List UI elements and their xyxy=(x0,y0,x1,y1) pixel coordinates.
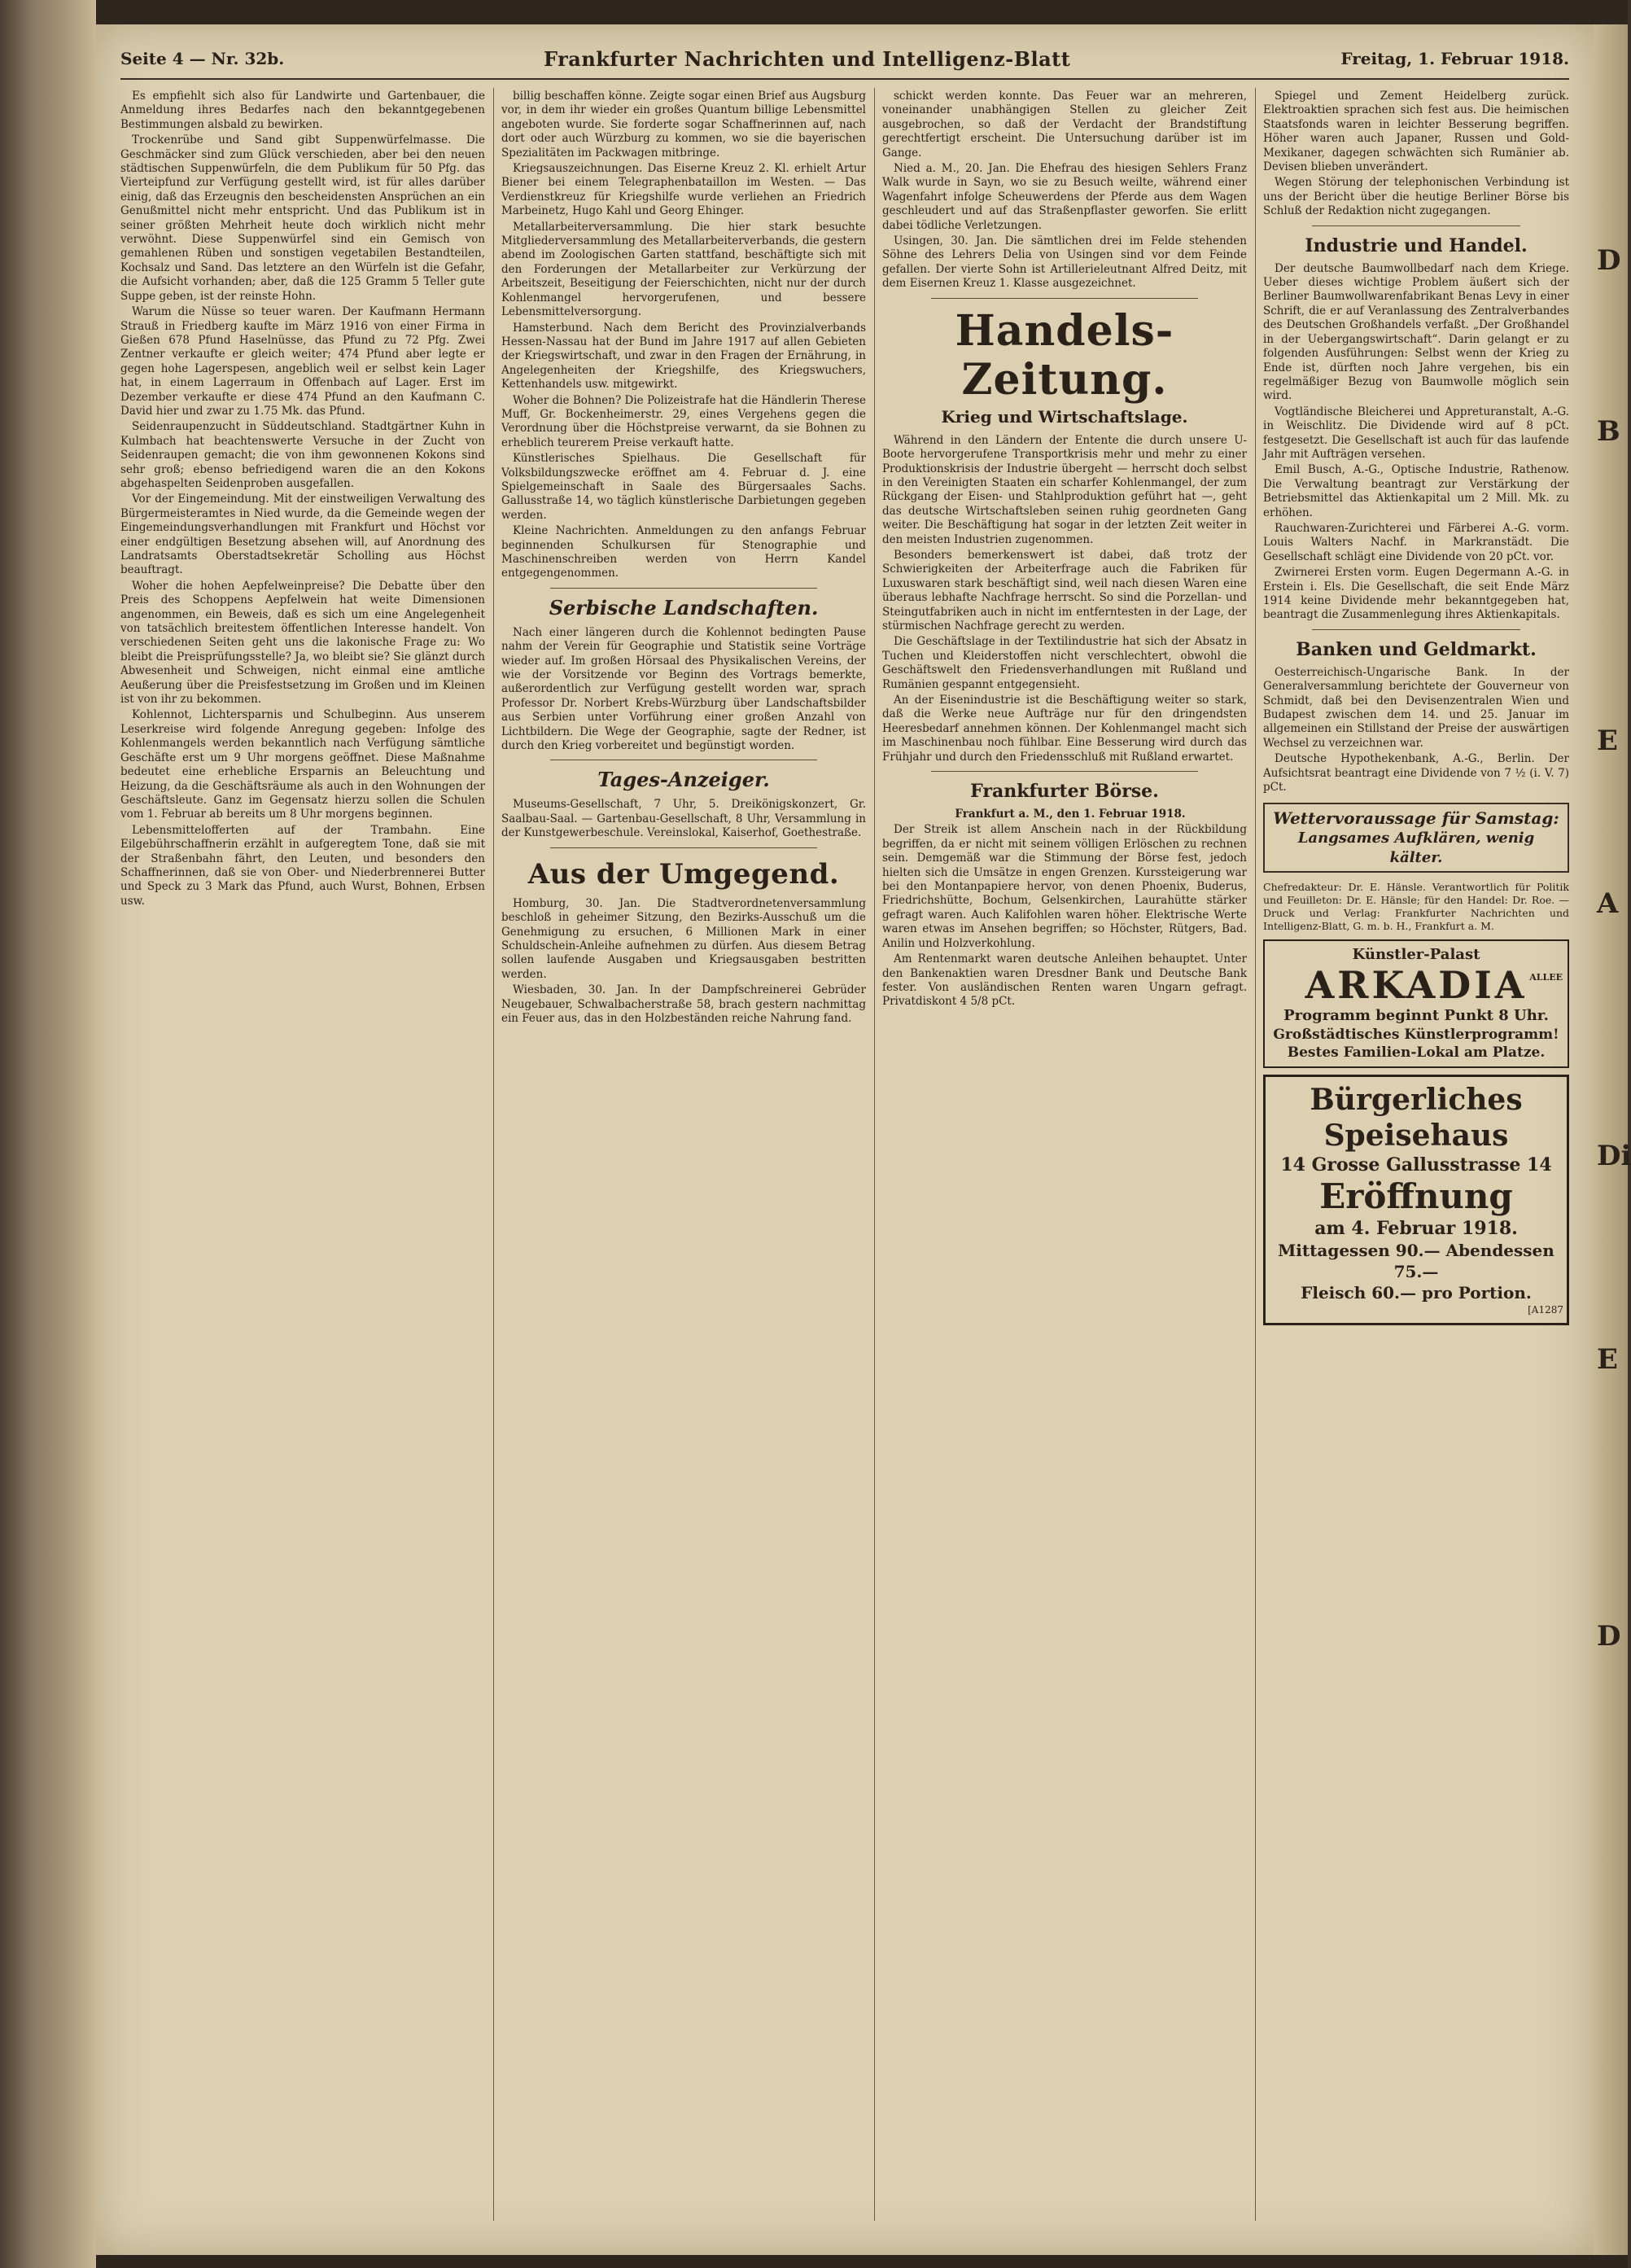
column-local-news xyxy=(120,90,485,2222)
column-markets-ads xyxy=(1263,90,1569,2222)
margin-fragment: E xyxy=(1597,725,1618,757)
article-paragraph: Nied a. M., 20. Jan. Die Ehefrau des hiesigen Sehlers Franz Walk wurde in Sayn, wo sie zu Besuch weilte, während einer Wagenfahrt infolge Scheuwerdens der Pferde aus dem Wagen geschleudert und auf das Straßenpflaster geworfen. Sie erlitt dabei tödliche Verletzungen. xyxy=(882,162,1247,232)
ad-speisehaus-opening: Eröffnung xyxy=(1319,1176,1513,1217)
column-rule xyxy=(1255,88,1256,2221)
section-title-umgegend: Aus der Umgegend. xyxy=(527,857,840,891)
handels-subtitle: Krieg und Wirtschaftslage. xyxy=(941,406,1188,427)
article-paragraph: Am Rentenmarkt waren deutsche Anleihen behauptet. Unter den Bankenaktien waren Dresdner Bank und Deutsche Bank fester. Von ausländischen Renten waren Ungarn gefragt. Privatdiskont 4 5/8 pCt. xyxy=(882,952,1247,1009)
margin-fragment: E xyxy=(1597,1343,1618,1376)
weather-text: Langsames Aufklären, wenig kälter. xyxy=(1297,830,1535,867)
imprint: Chefredakteur: Dr. E. Hänsle. Verantwortlich für Politik und Feuilleton: Dr. E. Hänsle; für den Handel: Dr. Roe. — Druck und Verlag: Frankfurter Nachrichten und Intelligenz-Blatt, G. m. b. H., Frankfurt a. M. xyxy=(1263,881,1569,933)
margin-fragment: B xyxy=(1597,415,1620,448)
ad-arkadia-slogan: Bestes Familien-Lokal am Platze. xyxy=(1287,1044,1546,1062)
article-paragraph: Oesterreichisch-Ungarische Bank. In der Generalversammlung berichtete der Gouverneur von Schmidt, daß bei den Devisenzentralen Wien und Budapest zwischen dem 14. und 25. Januar im allgemeinen ein Stillstand der Preise der auswärtigen Wechsel zu verzeichnen war. xyxy=(1263,665,1569,750)
article-paragraph: Kleine Nachrichten. Anmeldungen zu den anfangs Februar beginnenden Schulkursen für Stenographie und Maschinenschreiben werden von Herrn Kandel entgegengenommen. xyxy=(501,524,866,580)
article-paragraph: Trockenrübe und Sand gibt Suppenwürfelmasse. Die Geschmäcker sind zum Glück verschieden, aber bei den neuen städtischen Suppenwürfeln, die dem Publikum für 50 Pfg. das Vierteipfund zur Verfügung gestellt wird, ist für alles darüber einig, daß das Erzeugnis den bescheidensten Ansprüchen an ein Genußmittel nicht mehr entspricht. Und das Publikum ist in seiner größten Mehrheit heute doch wirklich nicht mehr verwöhnt. Diese Suppenwürfel sind ein Gemisch von gemahlenen Rüben und sonstigen vegetabilen Bestandteilen, Kochsalz und Sand. Das letztere an den Würfeln ist die Gefahr, die Aufsicht vorhanden; aber, daß die 125 Gramm 5 Teller gute Suppe geben, ist der reinste Hohn. xyxy=(120,134,485,303)
ad-speisehaus-name: Bürgerliches Speisehaus xyxy=(1310,1083,1523,1154)
page-header xyxy=(120,42,1569,80)
column-trade-news xyxy=(882,90,1247,2222)
margin-fragment: A xyxy=(1597,887,1619,920)
issue-date: Freitag, 1. Februar 1918. xyxy=(1340,49,1569,68)
weather-forecast-box xyxy=(1263,803,1569,873)
ad-arkadia xyxy=(1263,939,1569,1068)
article-paragraph: Emil Busch, A.-G., Optische Industrie, Rathenow. Die Verwaltung beantragt zur Verstärkung der Betriebsmittel das Aktienkapital um 2 Mill. Mk. zu erhöhen. xyxy=(1263,463,1569,519)
weather-title: Wettervoraussage für Samstag: xyxy=(1273,808,1559,829)
column-rule xyxy=(493,88,494,2221)
article-paragraph: Lebensmittelofferten auf der Trambahn. Eine Eilgebührschaffnerin erzählt in aufgeregtem Tone, daß sie mit der Straßenbahn fährt, den Leuten, und besonders den Schaffnerinnen, daß sie von Ober- und Niederbrennerei Butter und Speck zu 3 Mark das Pfund, auch Wurst, Bohnen, Erbsen usw. xyxy=(120,823,485,908)
section-title-tages-anzeiger: Tages-Anzeiger. xyxy=(597,768,770,792)
margin-fragment: D xyxy=(1597,1620,1621,1653)
article-paragraph: Vogtländische Bleicherei und Appreturanstalt, A.-G. in Weischlitz. Die Dividende wird auf 8 pCt. festgesetzt. Die Gesellschaft ist auch für das laufende Jahr mit Aufträgen versehen. xyxy=(1263,405,1569,461)
section-divider xyxy=(550,847,817,848)
section-divider xyxy=(931,298,1198,299)
article-paragraph: Kriegsauszeichnungen. Das Eiserne Kreuz 2. Kl. erhielt Artur Biener bei einem Telegraphenbataillon im Westen. — Das Verdienstkreuz für Kriegshilfe wurde verliehen an Friedrich Marbeinetz, Hugo Kahl und Georg Ehinger. xyxy=(501,162,866,218)
ad-arkadia-tagline: Großstädtisches Künstlerprogramm! xyxy=(1273,1027,1559,1044)
article-paragraph: Warum die Nüsse so teuer waren. Der Kaufmann Hermann Strauß in Friedberg kaufte im März 1916 von einer Firma in Gießen 678 Pfund Haselnüsse, das Pfund zu 72 Pfg. Zwei Zentner verkaufte er gleich weiter; 474 Pfund aber legte er gegen hohe Lagerspesen, angeblich weil er selbst kein Lager hat, in einem Lagerraum in Offenbach auf Lager. Erst im Dezember verkaufte er diese 474 Pfund an den Kaufmann C. David hier und zwar zu 1.75 Mk. das Pfund. xyxy=(120,305,485,418)
ad-speisehaus-date: am 4. Februar 1918. xyxy=(1314,1218,1518,1240)
ad-arkadia-kicker: Künstler-Palast xyxy=(1352,946,1480,964)
newspaper-title: Frankfurter Nachrichten und Intelligenz-Blatt xyxy=(544,47,1071,71)
section-title-serbische: Serbische Landschaften. xyxy=(549,595,819,620)
article-paragraph: Seidenraupenzucht in Süddeutschland. Stadtgärtner Kuhn in Kulmbach hat beachtenswerte Versuche in der Zucht von Seidenraupen gemacht; die von ihm gewonnenen Kokons sind sehr groß; ebenso befriedigend waren die an den Kokons abgehaspelten Seidenproben ausgefallen. xyxy=(120,420,485,490)
ad-speisehaus-prices-meat: Fleisch 60.— pro Portion. xyxy=(1301,1283,1532,1303)
ad-arkadia-side: ALLEE xyxy=(1529,972,1563,983)
article-paragraph: schickt werden konnte. Das Feuer war an mehreren, voneinander unabhängigen Stellen zu gleicher Zeit ausgebrochen, so daß der Verdacht der Brandstiftung gerechtfertigt erscheint. Die Untersuchung darüber ist im Gange. xyxy=(882,90,1247,160)
article-paragraph: Hamsterbund. Nach dem Bericht des Provinzialverbands Hessen-Nassau hat der Bund im Jahre 1917 auf allen Gebieten der Kriegswirtschaft, und zwar in den Fragen der Ernährung, in Angelegenheiten der Kriegshilfe, des Kriegswuchers, Kettenhandels usw. mitgewirkt. xyxy=(501,321,866,392)
article-paragraph: Metallarbeiterversammlung. Die hier stark besuchte Mitgliederversammlung des Metallarbeiterverbands, die gestern abend im Zoologischen Garten stattfand, beschäftigte sich mit den Forderungen der Metallarbeiter zur Verkürzung der Arbeitszeit, Beseitigung der Feierschichten, nicht nur der durch Kohlenmangel hervorgerufenen, und bessere Lebensmittelversorgung. xyxy=(501,220,866,319)
article-paragraph: Homburg, 30. Jan. Die Stadtverordnetenversammlung beschloß in geheimer Sitzung, den Bezirks-Ausschuß um die Genehmigung zu ersuchen, 6 Millionen Mark in einer Schuldschein-Anleihe aufnehmen zu dürfen. Aus diesem Betrag sollen laufende Ausgaben und Kriegsausgaben bestritten werden. xyxy=(501,896,866,981)
ad-arkadia-name: ARKADIA xyxy=(1305,963,1528,1008)
boerse-dateline: Frankfurt a. M., den 1. Februar 1918. xyxy=(955,808,1186,821)
article-paragraph: Kohlennot, Lichtersparnis und Schulbeginn. Aus unserem Leserkreise wird folgende Anregung gegeben: Infolge des Kohlenmangels werden bekanntlich nach Verfügung sämtliche Geschäfte erst um 9 Uhr morgens geöffnet. Diese Maßnahme bedeutet eine erhebliche Ersparnis an Beleuchtung und Heizung, da die Geschäftsräume als auch in den Wohnungen der Geschäftsleute. Ganz im Gegensatz hierzu sollen die Schulen vom 1. Februar ab bereits um 8 Uhr morgens beginnen. xyxy=(120,708,485,821)
article-paragraph: Der deutsche Baumwollbedarf nach dem Kriege. Ueber dieses wichtige Problem äußert sich der Berliner Baumwollwarenfabrikant Benas Levy in einer Schrift, die er auf Veranlassung des Zentralverbandes des Deutschen Großhandels verfaßt. „Der Großhandel in der Uebergangswirtschaft“. Darin gelangt er zu folgenden Ausführungen: Selbst wenn der Krieg zu Ende ist, dürften noch Jahre vergehen, bis ein regelmäßiger Bezug von Baumwolle möglich sein wird. xyxy=(1263,261,1569,403)
article-paragraph: Museums-Gesellschaft, 7 Uhr, 5. Dreikönigskonzert, Gr. Saalbau-Saal. — Gartenbau-Gesellschaft, 8 Uhr, Versammlung in der Kunstgewerbeschule. Vereinslokal, Kaiserhof, Goethestraße. xyxy=(501,798,866,840)
article-paragraph: Der Streik ist allem Anschein nach in der Rückbildung begriffen, da er nicht mit seinem völligen Erlöschen zu rechnen sein. Demgemäß war die Stimmung der Börse fest, jedoch hielten sich die Umsätze in engen Grenzen. Kurssteigerung war bei den Montanpapiere hervor, von denen Phoenix, Buderus, Friedrichshütte, Bochum, Gelsenkirchen, Laurahütte stärker gefragt waren. Auch Kalifohlen waren höher. Elektrische Werte waren etwas im Ansehen begriffen; so Höchster, Rütgers, Bad. Anilin und Holzverkohlung. xyxy=(882,823,1247,950)
article-paragraph: Wiesbaden, 30. Jan. In der Dampfschreinerei Gebrüder Neugebauer, Schwalbacherstraße 58, brach gestern nachmittag ein Feuer aus, das in den Holzbeständen reiche Nahrung fand. xyxy=(501,983,866,1025)
article-paragraph: billig beschaffen könne. Zeigte sogar einen Brief aus Augsburg vor, in dem ihr wieder ein großes Quantum billige Lebensmittel angeboten wurde. Sie forderte sogar Schaffnerinnen auf, nach dort oder auch Würzburg zu kommen, wo sie die bayerischen Spezialitäten im Packwagen mitbringe. xyxy=(501,90,866,160)
ad-speisehaus-prices: Mittagessen 90.— Abendessen 75.— xyxy=(1278,1241,1554,1282)
column-rule xyxy=(874,88,875,2221)
article-paragraph: Vor der Eingemeindung. Mit der einstweiligen Verwaltung des Bürgermeisteramtes in Nied wurde, da die Gemeinde wegen der Eingemeindungsverhandlungen mit Frankfurt und Höchst vor einer endgültigen Besetzung absehen will, auf Anordnung des Landratsamts Oberstadtsekretär Scholling aus Höchst beauftragt. xyxy=(120,493,485,577)
article-paragraph: Während in den Ländern der Entente die durch unsere U-Boote hervorgerufene Transportkrisis mehr und mehr zu einer Produktionskrisis der Industrie übergeht — herrscht doch selbst in den Vereinigten Staaten ein scharfer Kohlenmangel, der zum Rückgang der Eisen- und Stahlproduktion geführt hat —, geht das deutsche Wirtschaftsleben seinen ruhig geordneten Gang weiter. Die Beschäftigung hat sogar in der letzten Zeit weiter in den meisten Industrien zugenommen. xyxy=(882,433,1247,546)
ad-speisehaus-address: 14 Grosse Gallusstrasse 14 xyxy=(1280,1154,1552,1176)
article-paragraph: Besonders bemerkenswert ist dabei, daß trotz der Schwierigkeiten der Arbeiterfrage auch die Fabriken für Luxuswaren stark beschäftigt sind, weil nach diesen Waren eine überaus lebhafte Nachfrage herrscht. So sind die Porzellan- und Steingutfabriken auch in nicht im entferntesten in der Lage, der stürmischen Nachfrage gerecht zu werden. xyxy=(882,548,1247,633)
ad-arkadia-program: Programm beginnt Punkt 8 Uhr. xyxy=(1283,1007,1549,1025)
section-divider xyxy=(1312,629,1520,630)
next-page-edge xyxy=(1594,24,1631,2255)
section-title-industrie: Industrie und Handel. xyxy=(1305,234,1528,256)
page-number: Seite 4 — Nr. 32b. xyxy=(120,49,285,68)
ad-speisehaus xyxy=(1263,1075,1569,1324)
article-paragraph: Zwirnerei Ersten vorm. Eugen Degermann A.-G. in Erstein i. Els. Die Gesellschaft, die seit Ende März 1914 keine Dividende mehr bekanntgegeben hat, beantragt die Zusammenlegung ihres Aktienkapitals. xyxy=(1263,566,1569,622)
article-paragraph: Deutsche Hypothekenbank, A.-G., Berlin. Der Aufsichtsrat beantragt eine Dividende von 7 ½ (i. V. 7) pCt. xyxy=(1263,752,1569,795)
margin-fragment: D xyxy=(1597,244,1621,277)
article-paragraph: Spiegel und Zement Heidelberg zurück. Elektroaktien sprachen sich fest aus. Die heimischen Staatsfonds waren in leichter Besserung begriffen. Höher waren auch Japaner, Russen und Gold-Mexikaner, dagegen schwächten sich Rumänier ab. Devisen blieben unverändert. xyxy=(1263,90,1569,174)
editorial-note: Wegen Störung der telephonischen Verbindung ist uns der Bericht über die heutige Berliner Börse bis Schluß der Redaktion nicht zugegangen. xyxy=(1263,176,1569,218)
handels-zeitung-title: Handels-Zeitung. xyxy=(955,305,1174,405)
section-title-boerse: Frankfurter Börse. xyxy=(970,781,1159,803)
article-paragraph: An der Eisenindustrie ist die Beschäftigung weiter so stark, daß die Werke neue Aufträge nur für den dringendsten Heeresbedarf annehmen können. Der Kohlenmangel macht sich im Maschinenbau noch fühlbar. Eine Besserung wird durch das Frühjahr und durch den Friedensschluß mit Rußland erwartet. xyxy=(882,694,1247,764)
section-divider xyxy=(1312,225,1520,226)
margin-fragment: Di xyxy=(1597,1140,1631,1172)
article-paragraph: Woher die hohen Aepfelweinpreise? Die Debatte über den Preis des Schoppens Aepfelwein hat weite Dimensionen angenommen, ein Beweis, daß es sich um eine Angelegenheit von tatsächlich breitestem öffentlichen Interesse handelt. Von verschiedenen Seiten geht uns die lakonische Frage zu: Wo bleibt die Preisprüfungsstelle? Ja, wo bleibt sie? Sie glänzt durch Abwesenheit und Schweigen, nicht einmal eine amtliche Aeußerung über die Preisfestsetzung im Großen und im Kleinen ist von ihr zu bekommen. xyxy=(120,579,485,707)
article-paragraph: Rauchwaren-Zurichterei und Färberei A.-G. vorm. Louis Walters Nachf. in Markranstädt. Die Gesellschaft schlägt eine Dividende von 20 pCt. vor. xyxy=(1263,521,1569,563)
article-paragraph: Nach einer längeren durch die Kohlennot bedingten Pause nahm der Verein für Geographie und Statistik seine Vorträge wieder auf. Im großen Hörsaal des Physikalischen Vereins, der wie der Vorsitzende vor Beginn des Vortrags bemerkte, außerordentlich zur Verfügung gestellt worden war, sprach Professor Dr. Norbert Krebs-Würzburg über Landschaftsbilder aus Serbien unter Vorführung einer großen Anzahl von Lichtbildern. Die Wege der Geographie, sagte der Redner, ist durch den Krieg vorbereitet und begünstigt worden. xyxy=(501,625,866,753)
ad-code: [A1287 xyxy=(1528,1304,1563,1316)
article-paragraph: Künstlerisches Spielhaus. Die Gesellschaft für Volksbildungszwecke eröffnet am 4. Februar d. J. eine Spielgemeinschaft in Saale des Bürgersaales Sachs. Gallusstraße 14, wo täglich künstlerische Darbietungen gegeben werden. xyxy=(501,452,866,522)
book-binding xyxy=(0,0,96,2268)
article-paragraph: Die Geschäftslage in der Textilindustrie hat sich der Absatz in Tuchen und Kleiderstoffen nicht verschlechtert, obwohl die Geschäftswelt den Friedensverhandlungen mit Rußland und Rumänien gespannt entgegensieht. xyxy=(882,635,1247,691)
section-title-banken: Banken und Geldmarkt. xyxy=(1296,638,1537,660)
article-paragraph: Woher die Bohnen? Die Polizeistrafe hat die Händlerin Therese Muff, Gr. Bockenheimerstr. 29, eines Vergehens gegen die Verordnung über die Höchstpreise verwarnt, da sie Bohnen zu erheblich teurerem Preise verkauft hatte. xyxy=(501,393,866,449)
section-divider xyxy=(931,771,1198,772)
article-paragraph: Usingen, 30. Jan. Die sämtlichen drei im Felde stehenden Söhne des Lehrers Delia von Usingen sind vor dem Feinde gefallen. Der vierte Sohn ist Artillerieleutnant Alfred Deitz, mit dem Eisernen Kreuz 1. Klasse ausgezeichnet. xyxy=(882,234,1247,291)
article-paragraph: Es empfiehlt sich also für Landwirte und Gartenbauer, die Anmeldung ihres Bedarfes nach den bekanntgegebenen Bestimmungen alsbald zu bewirken. xyxy=(120,90,485,131)
section-divider xyxy=(550,588,817,589)
newspaper-page xyxy=(96,24,1594,2255)
column-local-news-2 xyxy=(501,90,866,2222)
